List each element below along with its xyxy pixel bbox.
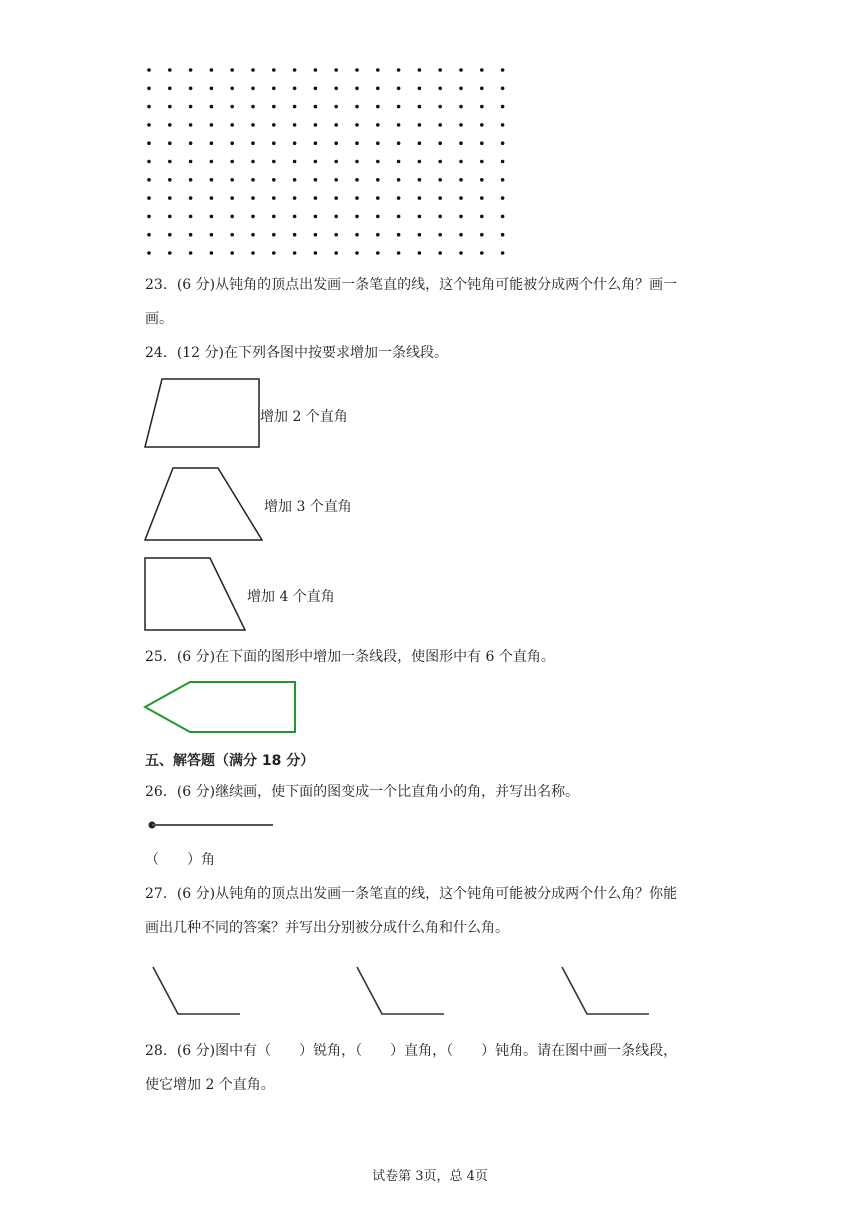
- grid-dot: [314, 105, 318, 109]
- grid-dot: [168, 215, 172, 219]
- grid-dot: [480, 251, 484, 255]
- grid-dot: [189, 178, 193, 182]
- grid-dot: [314, 251, 318, 255]
- grid-dot: [293, 233, 297, 237]
- grid-dot: [334, 68, 338, 72]
- grid-dot: [272, 233, 276, 237]
- grid-dot: [230, 68, 234, 72]
- grid-dot: [480, 105, 484, 109]
- grid-dot: [501, 123, 505, 127]
- grid-dot: [438, 87, 442, 91]
- grid-dot: [438, 178, 442, 182]
- grid-dot: [480, 123, 484, 127]
- grid-dot: [293, 251, 297, 255]
- grid-dot: [272, 141, 276, 145]
- question-25-text: 25．(6 分)在下面的图形中增加一条线段，使图形中有 6 个直角。: [145, 649, 555, 665]
- grid-dot: [251, 215, 255, 219]
- grid-dot: [272, 123, 276, 127]
- figure-isosceles-trapezoid: [140, 464, 270, 544]
- grid-dot: [168, 87, 172, 91]
- grid-dot: [418, 196, 422, 200]
- grid-dot: [459, 141, 463, 145]
- question-27-line-1: 27．(6 分)从钝角的顶点出发画一条笔直的线，这个钝角可能被分成两个什么角？你能: [145, 886, 678, 902]
- grid-dot: [314, 215, 318, 219]
- grid-dot: [147, 123, 151, 127]
- grid-dot: [293, 141, 297, 145]
- grid-dot: [293, 215, 297, 219]
- grid-dot: [210, 160, 214, 164]
- grid-dot: [147, 87, 151, 91]
- grid-dot: [376, 68, 380, 72]
- figure-obtuse-angle-3: [557, 962, 652, 1020]
- grid-dot: [251, 105, 255, 109]
- grid-dot: [355, 233, 359, 237]
- figure-right-angle-trapezoid: [140, 554, 255, 634]
- grid-dot: [272, 251, 276, 255]
- grid-dot: [501, 178, 505, 182]
- grid-dot: [459, 233, 463, 237]
- grid-dot: [418, 251, 422, 255]
- grid-dot: [230, 196, 234, 200]
- question-28-line-2: 使它增加 2 个直角。: [145, 1077, 275, 1093]
- grid-dot: [355, 178, 359, 182]
- grid-dot: [355, 196, 359, 200]
- grid-dot: [168, 141, 172, 145]
- grid-dot: [272, 87, 276, 91]
- page-footer: 试卷第 3页，总 4页: [372, 1169, 488, 1184]
- grid-dot: [210, 68, 214, 72]
- grid-dot: [334, 251, 338, 255]
- grid-dot: [251, 178, 255, 182]
- grid-dot: [334, 141, 338, 145]
- grid-dot: [293, 123, 297, 127]
- grid-dot: [334, 215, 338, 219]
- grid-dot: [230, 251, 234, 255]
- grid-dot: [418, 215, 422, 219]
- grid-dot: [438, 215, 442, 219]
- grid-dot: [189, 68, 193, 72]
- grid-dot: [397, 160, 401, 164]
- grid-dot: [230, 105, 234, 109]
- grid-dot: [480, 160, 484, 164]
- grid-dot: [438, 233, 442, 237]
- grid-dot: [397, 251, 401, 255]
- grid-dot: [230, 215, 234, 219]
- grid-dot: [293, 160, 297, 164]
- grid-dot: [314, 141, 318, 145]
- grid-dot: [438, 105, 442, 109]
- grid-dot: [397, 196, 401, 200]
- grid-dot: [501, 233, 505, 237]
- grid-dot: [418, 87, 422, 91]
- grid-dot: [397, 141, 401, 145]
- grid-dot: [189, 87, 193, 91]
- grid-dot: [501, 141, 505, 145]
- grid-dot: [251, 123, 255, 127]
- grid-dot: [210, 87, 214, 91]
- grid-dot: [501, 87, 505, 91]
- grid-dot: [251, 160, 255, 164]
- grid-dot: [272, 215, 276, 219]
- figure-right-trapezoid: [140, 374, 270, 454]
- grid-dot: [438, 141, 442, 145]
- grid-dot: [501, 215, 505, 219]
- grid-dot: [251, 141, 255, 145]
- grid-dot: [314, 123, 318, 127]
- grid-dot: [355, 215, 359, 219]
- section-5-title: 五、解答题（满分 18 分）: [145, 753, 315, 769]
- grid-dot: [147, 178, 151, 182]
- grid-dot: [314, 233, 318, 237]
- grid-dot: [480, 233, 484, 237]
- grid-dot: [168, 160, 172, 164]
- grid-dot: [397, 87, 401, 91]
- grid-dot: [334, 123, 338, 127]
- grid-dot: [210, 215, 214, 219]
- grid-dot: [480, 215, 484, 219]
- grid-dot: [459, 68, 463, 72]
- grid-dot: [189, 105, 193, 109]
- grid-dot: [355, 68, 359, 72]
- grid-dot: [314, 178, 318, 182]
- grid-dot: [272, 178, 276, 182]
- grid-dot: [334, 178, 338, 182]
- grid-dot: [459, 87, 463, 91]
- grid-dot: [334, 87, 338, 91]
- grid-dot: [418, 141, 422, 145]
- grid-dot: [355, 160, 359, 164]
- grid-dot: [189, 141, 193, 145]
- label-add-3-right-angles: 增加 3 个直角: [264, 499, 352, 515]
- grid-dot: [293, 178, 297, 182]
- grid-dot: [418, 178, 422, 182]
- grid-dot: [189, 123, 193, 127]
- grid-dot: [355, 87, 359, 91]
- grid-dot: [210, 141, 214, 145]
- grid-dot: [251, 68, 255, 72]
- question-23-line-1: 23．(6 分)从钝角的顶点出发画一条笔直的线，这个钝角可能被分成两个什么角？画一: [145, 277, 678, 293]
- grid-dot: [355, 141, 359, 145]
- grid-dot: [210, 233, 214, 237]
- grid-dot: [355, 105, 359, 109]
- grid-dot: [459, 105, 463, 109]
- grid-dot: [376, 196, 380, 200]
- grid-dot: [189, 196, 193, 200]
- grid-dot: [314, 196, 318, 200]
- grid-dot: [397, 178, 401, 182]
- grid-dot: [438, 123, 442, 127]
- grid-dot: [480, 141, 484, 145]
- grid-dot: [189, 233, 193, 237]
- grid-dot: [147, 233, 151, 237]
- grid-dot: [480, 178, 484, 182]
- grid-dot: [189, 215, 193, 219]
- grid-dot: [168, 251, 172, 255]
- grid-dot: [376, 251, 380, 255]
- grid-dot: [334, 196, 338, 200]
- grid-dot: [230, 160, 234, 164]
- grid-dot: [272, 68, 276, 72]
- grid-dot: [438, 196, 442, 200]
- grid-dot: [251, 196, 255, 200]
- label-add-4-right-angles: 增加 4 个直角: [247, 589, 335, 605]
- grid-dot: [376, 160, 380, 164]
- grid-dot: [397, 68, 401, 72]
- grid-dot: [376, 215, 380, 219]
- grid-dot: [147, 160, 151, 164]
- grid-dot: [314, 160, 318, 164]
- question-23-line-2: 画。: [145, 311, 173, 327]
- grid-dot: [314, 87, 318, 91]
- grid-dot: [459, 215, 463, 219]
- grid-dot: [459, 196, 463, 200]
- grid-dot: [293, 105, 297, 109]
- question-27-line-2: 画出几种不同的答案？并写出分别被分成什么角和什么角。: [145, 920, 509, 936]
- grid-dot: [438, 68, 442, 72]
- grid-dot: [397, 123, 401, 127]
- grid-dot: [376, 233, 380, 237]
- grid-dot: [168, 178, 172, 182]
- grid-dot: [418, 68, 422, 72]
- question-28-line-1: 28．(6 分)图中有（ ）锐角，（ ）直角，（ ）钝角。请在图中画一条线段，: [145, 1043, 678, 1059]
- grid-dot: [334, 105, 338, 109]
- grid-dot: [418, 160, 422, 164]
- grid-dot: [210, 105, 214, 109]
- grid-dot: [501, 251, 505, 255]
- grid-dot: [147, 215, 151, 219]
- question-24-text: 24．(12 分)在下列各图中按要求增加一条线段。: [145, 345, 449, 361]
- grid-dot: [147, 196, 151, 200]
- grid-dot: [293, 87, 297, 91]
- grid-dot: [210, 196, 214, 200]
- grid-dot: [397, 105, 401, 109]
- grid-dot: [334, 233, 338, 237]
- grid-dot: [230, 141, 234, 145]
- grid-dot: [397, 215, 401, 219]
- grid-dot: [501, 160, 505, 164]
- grid-dot: [251, 87, 255, 91]
- grid-dot: [459, 123, 463, 127]
- label-add-2-right-angles: 增加 2 个直角: [260, 409, 348, 425]
- grid-dot: [168, 233, 172, 237]
- grid-dot: [334, 160, 338, 164]
- grid-dot: [501, 105, 505, 109]
- grid-dot: [210, 123, 214, 127]
- grid-dot: [168, 123, 172, 127]
- grid-dot: [459, 251, 463, 255]
- grid-dot: [168, 105, 172, 109]
- question-26-answer-blank: （ ）角: [145, 852, 215, 868]
- grid-dot: [501, 196, 505, 200]
- grid-dot: [230, 87, 234, 91]
- grid-dot: [147, 68, 151, 72]
- grid-dot: [230, 233, 234, 237]
- grid-dot: [168, 68, 172, 72]
- grid-dot: [293, 68, 297, 72]
- grid-dot: [147, 105, 151, 109]
- dot-grid: [0, 0, 860, 270]
- grid-dot: [230, 178, 234, 182]
- grid-dot: [272, 105, 276, 109]
- grid-dot: [251, 233, 255, 237]
- grid-dot: [272, 160, 276, 164]
- grid-dot: [272, 196, 276, 200]
- grid-dot: [501, 68, 505, 72]
- grid-dot: [230, 123, 234, 127]
- grid-dot: [418, 233, 422, 237]
- grid-dot: [480, 196, 484, 200]
- grid-dot: [459, 160, 463, 164]
- grid-dot: [438, 160, 442, 164]
- grid-dot: [314, 68, 318, 72]
- figure-ray: [145, 818, 275, 832]
- grid-dot: [376, 123, 380, 127]
- grid-dot: [418, 123, 422, 127]
- grid-dot: [147, 251, 151, 255]
- grid-dot: [376, 178, 380, 182]
- grid-dot: [438, 251, 442, 255]
- grid-dot: [293, 196, 297, 200]
- grid-dot: [480, 68, 484, 72]
- grid-dot: [355, 251, 359, 255]
- grid-dot: [397, 233, 401, 237]
- figure-obtuse-angle-1: [148, 962, 243, 1020]
- figure-obtuse-angle-2: [352, 962, 447, 1020]
- grid-dot: [355, 123, 359, 127]
- question-26-text: 26．(6 分)继续画，使下面的图变成一个比直角小的角，并写出名称。: [145, 784, 580, 800]
- grid-dot: [376, 105, 380, 109]
- grid-dot: [189, 160, 193, 164]
- figure-green-pentagon: [140, 677, 300, 737]
- grid-dot: [376, 87, 380, 91]
- grid-dot: [189, 251, 193, 255]
- grid-dot: [210, 251, 214, 255]
- grid-dot: [147, 141, 151, 145]
- grid-dot: [210, 178, 214, 182]
- grid-dot: [168, 196, 172, 200]
- grid-dot: [376, 141, 380, 145]
- grid-dot: [418, 105, 422, 109]
- grid-dot: [459, 178, 463, 182]
- grid-dot: [480, 87, 484, 91]
- grid-dot: [251, 251, 255, 255]
